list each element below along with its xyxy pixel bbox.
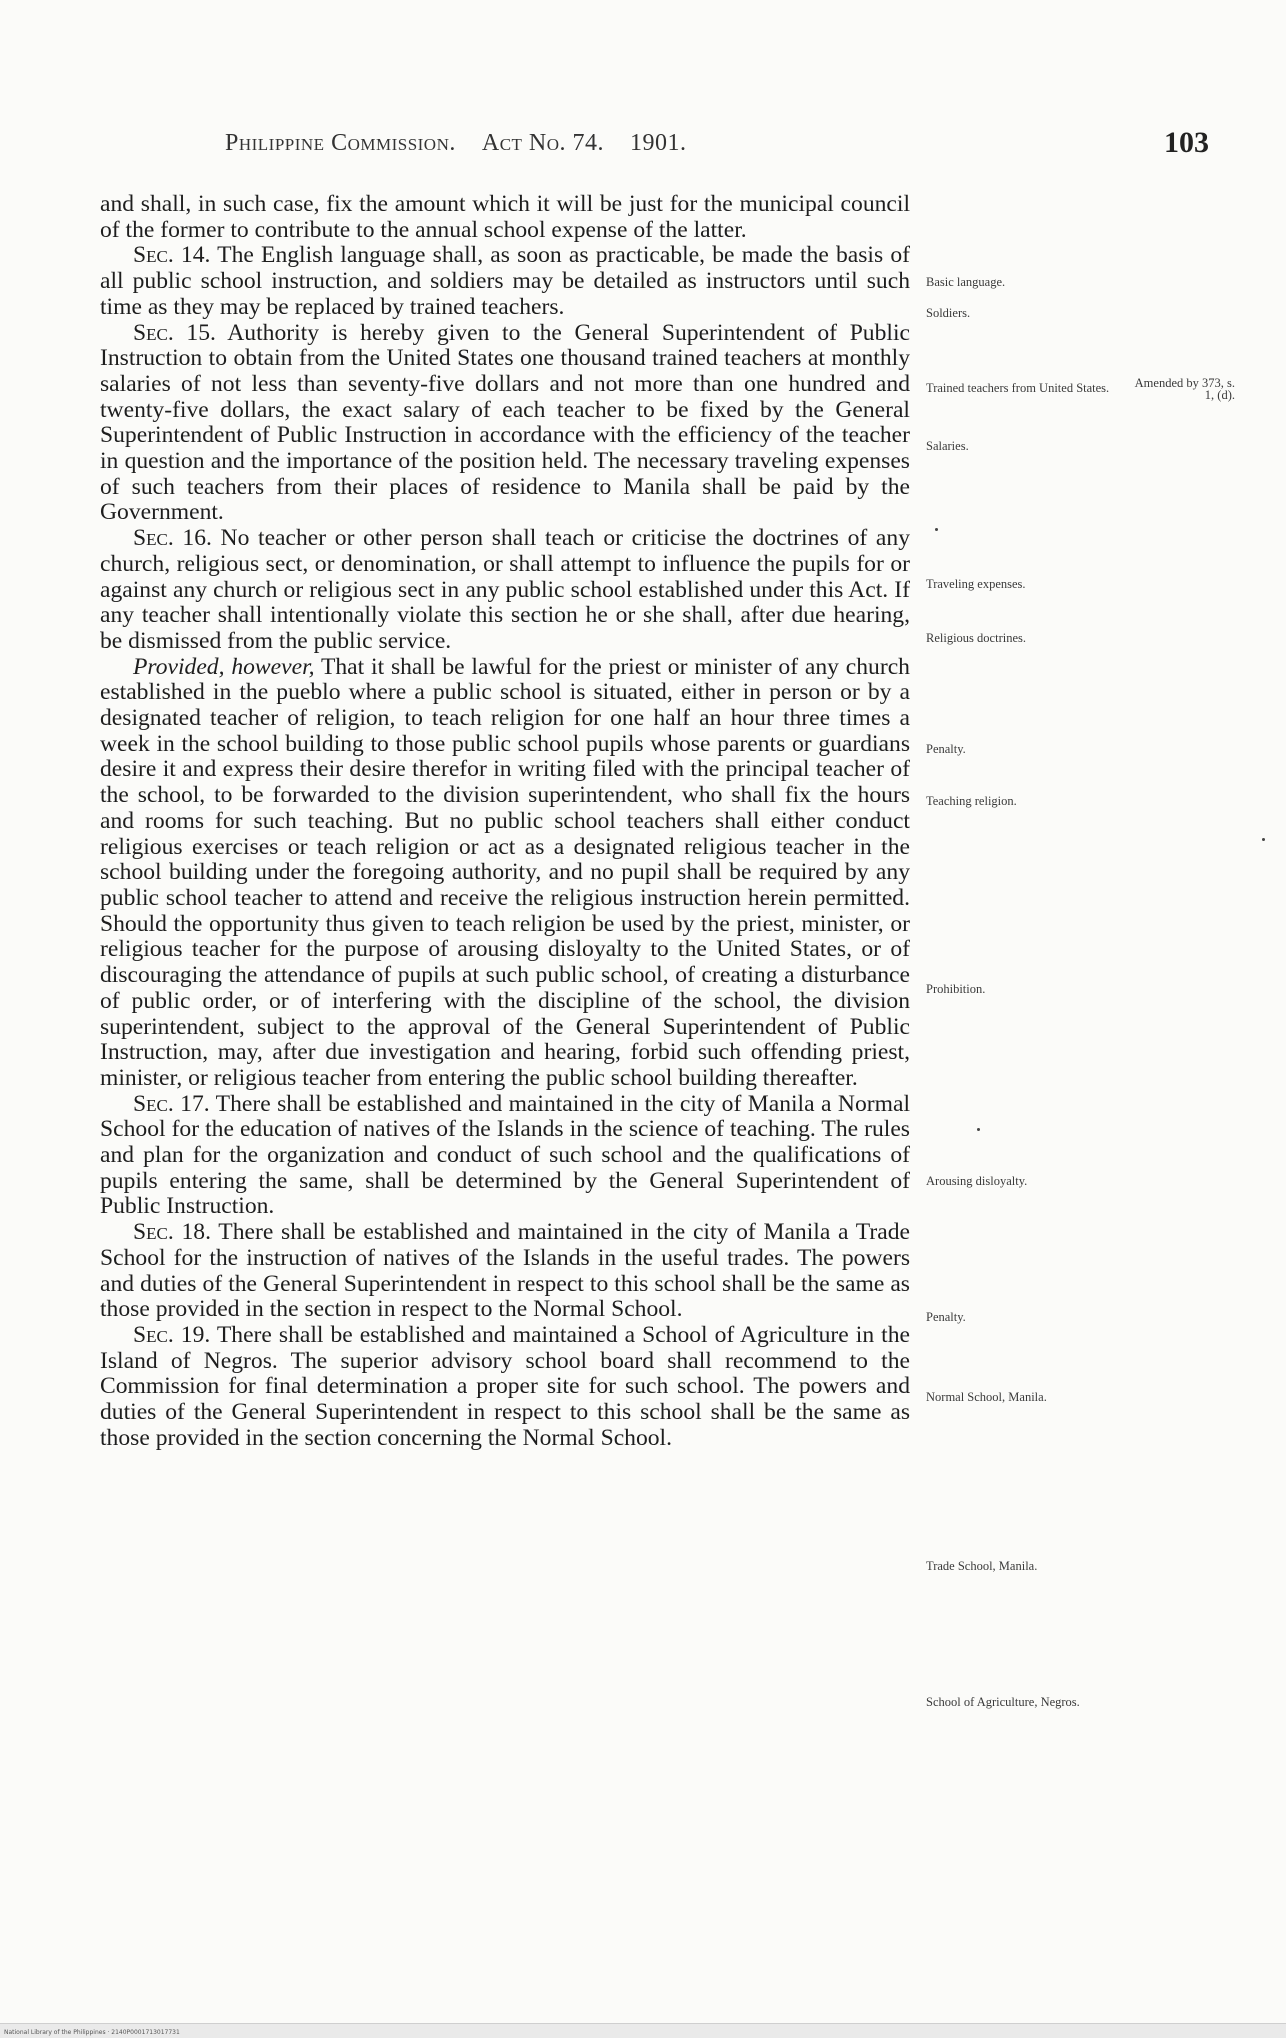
margin-note-salaries: Salaries. [926,439,969,453]
margin-note-prohibition: Prohibition. [926,982,986,996]
section-number: Sec. 18. [133,1219,211,1246]
section-number: Sec. 17. [133,1090,210,1117]
section-number: Sec. 16. [133,525,212,552]
proviso-label: Provided, however, [133,653,315,680]
margin-note-normal-school: Normal School, Manila. [926,1390,1047,1404]
margin-note-arousing-disloyalty: Arousing disloyalty. [926,1174,1028,1188]
section-number: Sec. 14. [133,242,211,269]
running-head-commission: Philippine Commission. [225,130,456,156]
margin-note-trained-teachers: Trained teachers from United States. [926,381,1110,395]
scan-credit: National Library of the Philippines · 2140P0001713017731 [4,2029,180,2036]
margin-note-penalty: Penalty. [926,742,966,756]
section-16 [100,526,910,655]
paragraph-text: and shall, in such case, fix the amount which it will be just for the municipal council of the former to contribute to the annual school expense of the latter. [100,191,910,243]
paragraph-text: That it shall be lawful for the priest or minister of any church established in the pueblo where a public school is situated, either in person or by a designated teacher of religion, to teach religion for one half an hour three times a week in the school building to those public school pupils whose parents or guardians desire it and express their desire therefor in writing filed with the principal teacher of the school, to be forwarded to the division superintendent, who shall fix the hours and rooms for such teaching. But no public school teachers shall either conduct religious exercises or teach religion or act as a designated religious teacher in the school building under the foregoing authority, and no pupil shall be required by any public school teacher to attend and receive the religious instruction herein permitted. Should the opportunity thus given to teach religion be used by the priest, minister, or religious teacher for the purpose of arousing disloyalty to the United States, or of discouraging the attendance of pupils at such public school, of creating a disturbance of public order, or of interfering with the discipline of the school, the division superintendent, subject to the approval of the General Superintendent of Public Instruction, may, after due investigation and hearing, forbid such offending priest, minister, or religious teacher from entering the public school building thereafter. [100,653,910,1091]
paragraph-text: There shall be established and maintained in the city of Manila a Normal School for the education of natives of the Islands in the science of teaching. The rules and plan for the organization and conduct of such school and the qualifications of pupils entering the same, shall be determined by the General Superintendent of Public Instruction. [100,1090,910,1220]
margin-note-school-agriculture: School of Agriculture, Negros. [926,1695,1080,1709]
margin-note-trade-school: Trade School, Manila. [926,1559,1038,1573]
section-18 [100,1220,910,1323]
section-number: Sec. 19. [133,1321,211,1348]
section-number: Sec. 15. [133,319,216,346]
paragraph-text: There shall be established and maintained a School of Agriculture in the Island of Negros. The superior advisory school board shall recommend to the Commission for final determination a proper site for such school. The powers and duties of the General Superintendent in respect to this school shall be the same as those provided in the section concerning the Normal School. [100,1321,910,1451]
ink-speck [977,1128,980,1131]
section-19 [100,1323,910,1452]
paragraph-text: There shall be established and maintained in the city of Manila a Trade School for the instruction of natives of the Islands in the useful trades. The powers and duties of the General Superintendent in respect to this school shall be the same as those provided in the section in respect to the Normal School. [100,1219,910,1323]
scan-footer [0,2023,1286,2038]
margin-note-basic-language: Basic language. [926,275,1006,289]
paragraph-text: Authority is hereby given to the General Superintendent of Public Instruction to obtain from the United States one thousand trained teachers at monthly salaries of not less than seventy-five dollars and not more than one hundred and twenty-five dollars, the exact salary of each teacher to be fixed by the General Superintendent of Public Instruction in accordance with the efficiency of the teacher in question and the importance of the position held. The necessary traveling expenses of such teachers from their places of residence to Manila shall be paid by the Government. [100,319,910,526]
section-17 [100,1092,910,1221]
paragraph-continuation [100,192,910,243]
section-15 [100,321,910,527]
paragraph-text: No teacher or other person shall teach or criticise the doctrines of any church, religious sect, or denomination, or shall attempt to influence the pupils for or against any church or religious sect in any public school established under this Act. If any teacher shall intentionally violate this section he or she shall, after due hearing, be dismissed from the public service. [100,525,910,654]
ink-speck [1262,838,1265,841]
margin-note-soldiers: Soldiers. [926,306,971,320]
section-14 [100,243,910,320]
margin-note-amended: Amended by 373, s. 1, (d). [1134,376,1235,402]
running-head-year: 1901. [630,130,687,156]
running-head-act: Act No. 74. [481,130,605,156]
margin-note-penalty-2: Penalty. [926,1310,966,1324]
margin-note-teaching-religion: Teaching religion. [926,794,1017,808]
page-number: 103 [1164,126,1209,159]
body-text [100,192,910,1451]
proviso-paragraph [100,655,910,1092]
ink-speck [935,528,938,531]
paragraph-text: The English language shall, as soon as practicable, be made the basis of all public school instruction, and soldiers may be detailed as instructors until such time as they may be replaced by trained teachers. [100,242,910,320]
margin-note-traveling-expenses: Traveling expenses. [926,577,1026,591]
running-head [225,130,687,157]
margin-note-religious-doctrines: Religious doctrines. [926,631,1026,645]
